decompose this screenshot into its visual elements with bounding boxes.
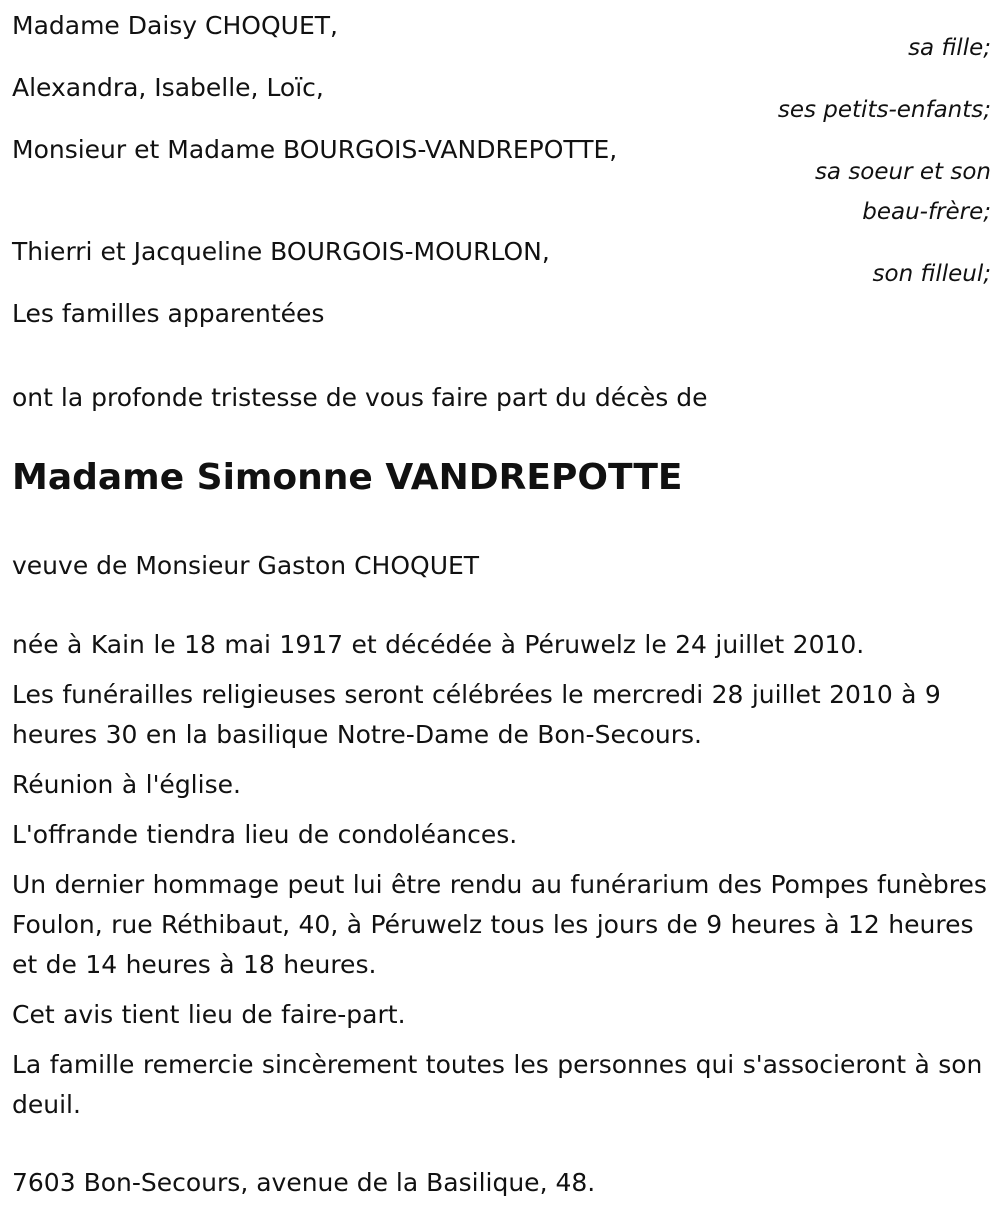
family-name: Les familles apparentées	[12, 299, 325, 328]
family-name: Thierri et Jacqueline BOURGOIS-MOURLON,	[12, 237, 550, 266]
family-name: Monsieur et Madame BOURGOIS-VANDREPOTTE,	[12, 135, 618, 164]
funeral-service: Les funérailles religieuses seront célébrées le mercredi 28 juillet 2010 à 9 heures 30 en la basilique Notre-Dame de Bon-Secours.	[12, 680, 941, 749]
family-entry-grandchildren	[12, 68, 991, 130]
family-list	[12, 6, 991, 354]
family-relation: ses petits-enfants;	[777, 97, 991, 123]
announcement-intro: ont la profonde tristesse de vous faire part du décès de	[12, 383, 708, 412]
family-entry-relatives	[12, 294, 991, 354]
thanks-note: La famille remercie sincèrement toutes les personnes qui s'associeront à son deuil.	[12, 1050, 983, 1119]
family-relation: son filleul;	[872, 261, 991, 287]
family-relation-line1: sa soeur et son	[814, 159, 991, 185]
family-relation-line2: beau-frère;	[862, 199, 991, 225]
family-entry-godson	[12, 232, 991, 294]
family-name: Alexandra, Isabelle, Loïc,	[12, 73, 324, 102]
birth-death-line: née à Kain le 18 mai 1917 et décédée à Péruwelz le 24 juillet 2010.	[12, 630, 865, 659]
funeral-details	[12, 625, 990, 1135]
family-name: Madame Daisy CHOQUET,	[12, 11, 338, 40]
family-relation: sa fille;	[908, 35, 991, 61]
meeting-place: Réunion à l'église.	[12, 770, 241, 799]
notice-note: Cet avis tient lieu de faire-part.	[12, 1000, 406, 1029]
deceased-name: Madame Simonne VANDREPOTTE	[12, 457, 683, 498]
tribute-info: Un dernier hommage peut lui être rendu au funérarium des Pompes funèbres Foulon, rue Réthibaut, 40, à Péruwelz tous les jours de 9 heures à 12 heures et de 14 heures à 18 heures.	[12, 870, 987, 979]
address: 7603 Bon-Secours, avenue de la Basilique, 48.	[12, 1168, 596, 1197]
offering-note: L'offrande tiendra lieu de condoléances.	[12, 820, 518, 849]
widow-of: veuve de Monsieur Gaston CHOQUET	[12, 551, 480, 580]
family-entry-sister	[12, 130, 991, 232]
family-entry-daughter	[12, 6, 991, 68]
